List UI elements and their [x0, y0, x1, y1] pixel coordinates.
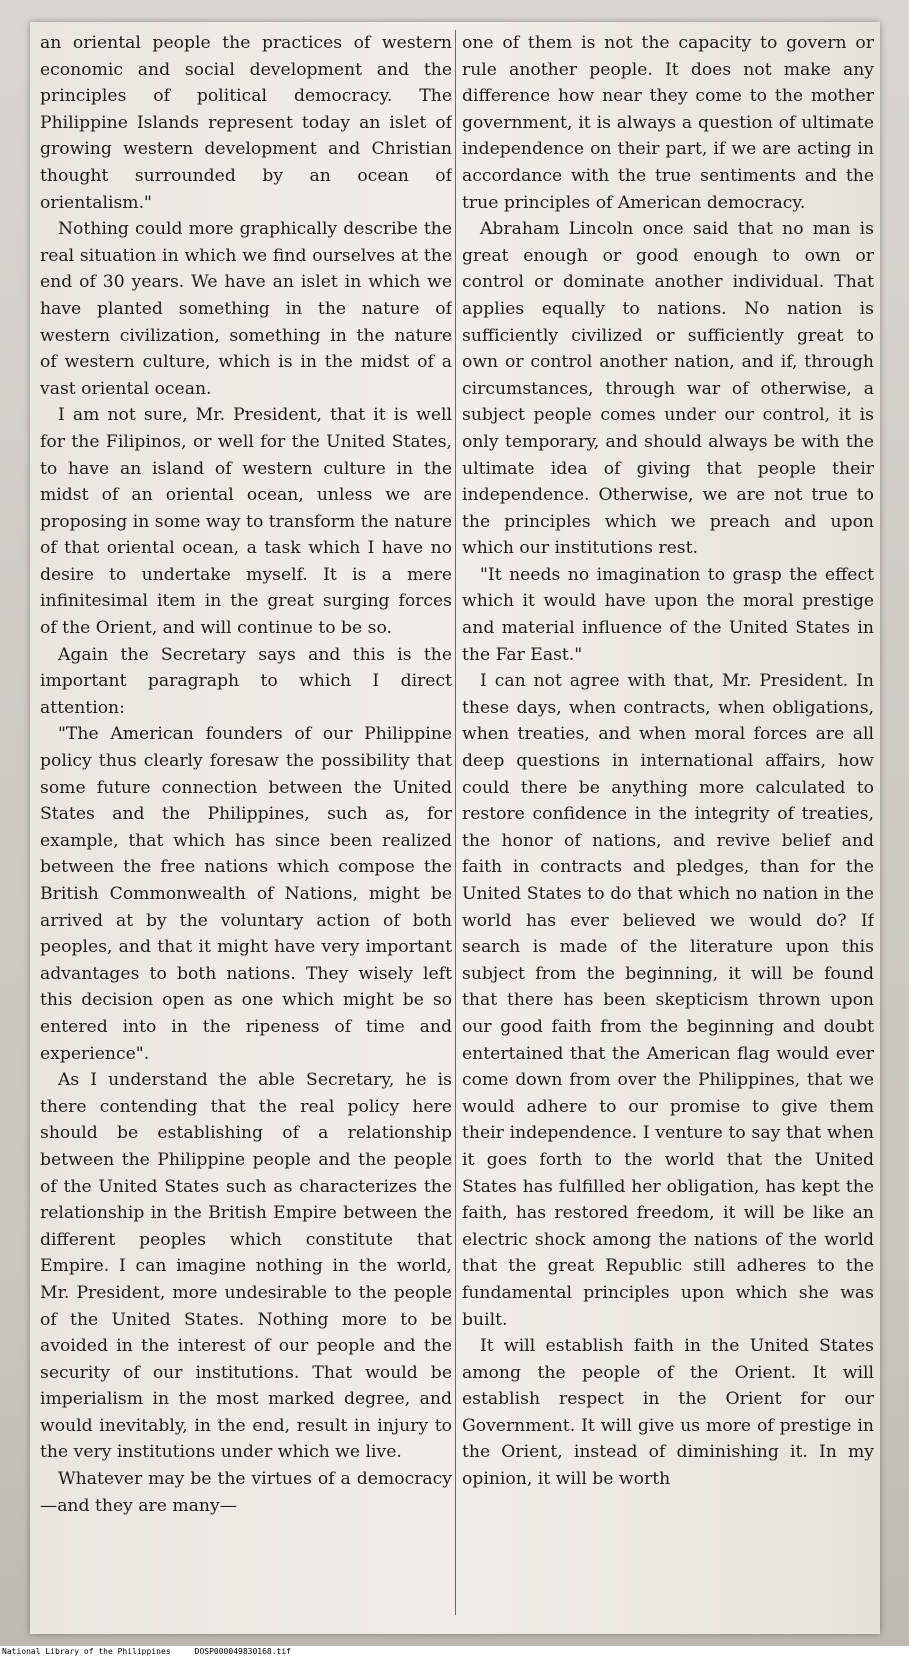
paragraph: one of them is not the capacity to govern or rule another people. It does not make any difference how near they come to the mother government, it is always a question of ultimate independence on their part, if we are acting in accordance with the true sentiments and the true principles of American democracy. — [462, 33, 874, 213]
paragraph: As I understand the able Secretary, he is there contending that the real policy here should be establishing of a relationship between the Philippine people and the people of the United States such as characterizes the relationship in the British Empire between the different peoples which constitute that Empire. I can imagine nothing in the world, Mr. President, more undesirable to the people of the United States. Nothing more to be avoided in the interest of our people and the security of our institutions. That would be imperialism in the most marked degree, and would inevitably, in the end, result in injury to the very institutions under which we live. — [40, 1070, 452, 1463]
column-divider — [455, 30, 456, 1615]
archive-footer: National Library of the Philippines DOSP000049830168.tif — [0, 1646, 909, 1658]
paragraph: Abraham Lincoln once said that no man is great enough or good enough to own or control or dominate another individual. That applies equally to nations. No nation is sufficiently civilized or sufficiently great to own or control another nation, and if, through circumstances, through war of otherwise, a subject people comes under our control, it is only temporary, and should always be with the ultimate idea of giving that people their independence. Otherwise, we are not true to the principles which we preach and upon which our institutions rest. — [462, 219, 874, 559]
paragraph: I can not agree with that, Mr. President. In these days, when contracts, when obligations, when treaties, and when moral forces are all deep questions in international affairs, how could there be anything more calculated to restore confidence in the integrity of treaties, the honor of nations, and revive belief and faith in contracts and pledges, than for the United States to do that which no nation in the world has ever believed we would do? If search is made of the literature upon this subject from the beginning, it will be found that there has been skepticism thrown upon our good faith from the beginning and doubt entertained that the American flag would ever come down from over the Philippines, that we would adhere to our promise to give them their independence. I venture to say that when it goes forth to the world that the United States has fulfilled her obligation, has kept the faith, has restored freedom, it will be like an electric shock among the nations of the world that the great Republic still adheres to the fundamental principles upon which she was built. — [462, 671, 874, 1330]
column-left — [40, 30, 452, 1615]
paragraph: I am not sure, Mr. President, that it is well for the Filipinos, or well for the United States, to have an island of western culture in the midst of an oriental ocean, unless we are proposing in some way to transform the nature of that oriental ocean, a task which I have no desire to undertake myself. It is a mere infinitesimal item in the great surging forces of the Orient, and will continue to be so. — [40, 405, 452, 639]
paragraph: "It needs no imagination to grasp the effect which it would have upon the moral prestige and material influence of the United States in the Far East." — [462, 564, 874, 665]
paragraph: Again the Secretary says and this is the important paragraph to which I direct attention: — [40, 644, 452, 718]
paragraph: "The American founders of our Philippine policy thus clearly foresaw the possibility that some future connection between the United States and the Philippines, such as, for example, that which has since been realized between the free nations which compose the British Commonwealth of Nations, might be arrived at by the voluntary action of both peoples, and that it might have very important advantages to both nations. They wisely left this decision open as one which might be so entered into in the ripeness of time and experience". — [40, 724, 452, 1064]
paragraph: an oriental people the practices of western economic and social development and the principles of political democracy. The Philippine Islands represent today an islet of growing western development and Christian thought surrounded by an ocean of orientalism." — [40, 33, 452, 213]
paragraph: Whatever may be the virtues of a democracy—and they are many— — [40, 1469, 452, 1516]
paragraph: It will establish faith in the United States among the people of the Orient. It will establish respect in the Orient for our Government. It will give us more of prestige in the Orient, instead of diminishing it. In my opinion, it will be worth — [462, 1336, 874, 1490]
column-right — [462, 30, 874, 1615]
paragraph: Nothing could more graphically describe the real situation in which we find ourselves at the end of 30 years. We have an islet in which we have planted something in the nature of western civilization, something in the nature of western culture, which is in the midst of a vast oriental ocean. — [40, 219, 452, 399]
